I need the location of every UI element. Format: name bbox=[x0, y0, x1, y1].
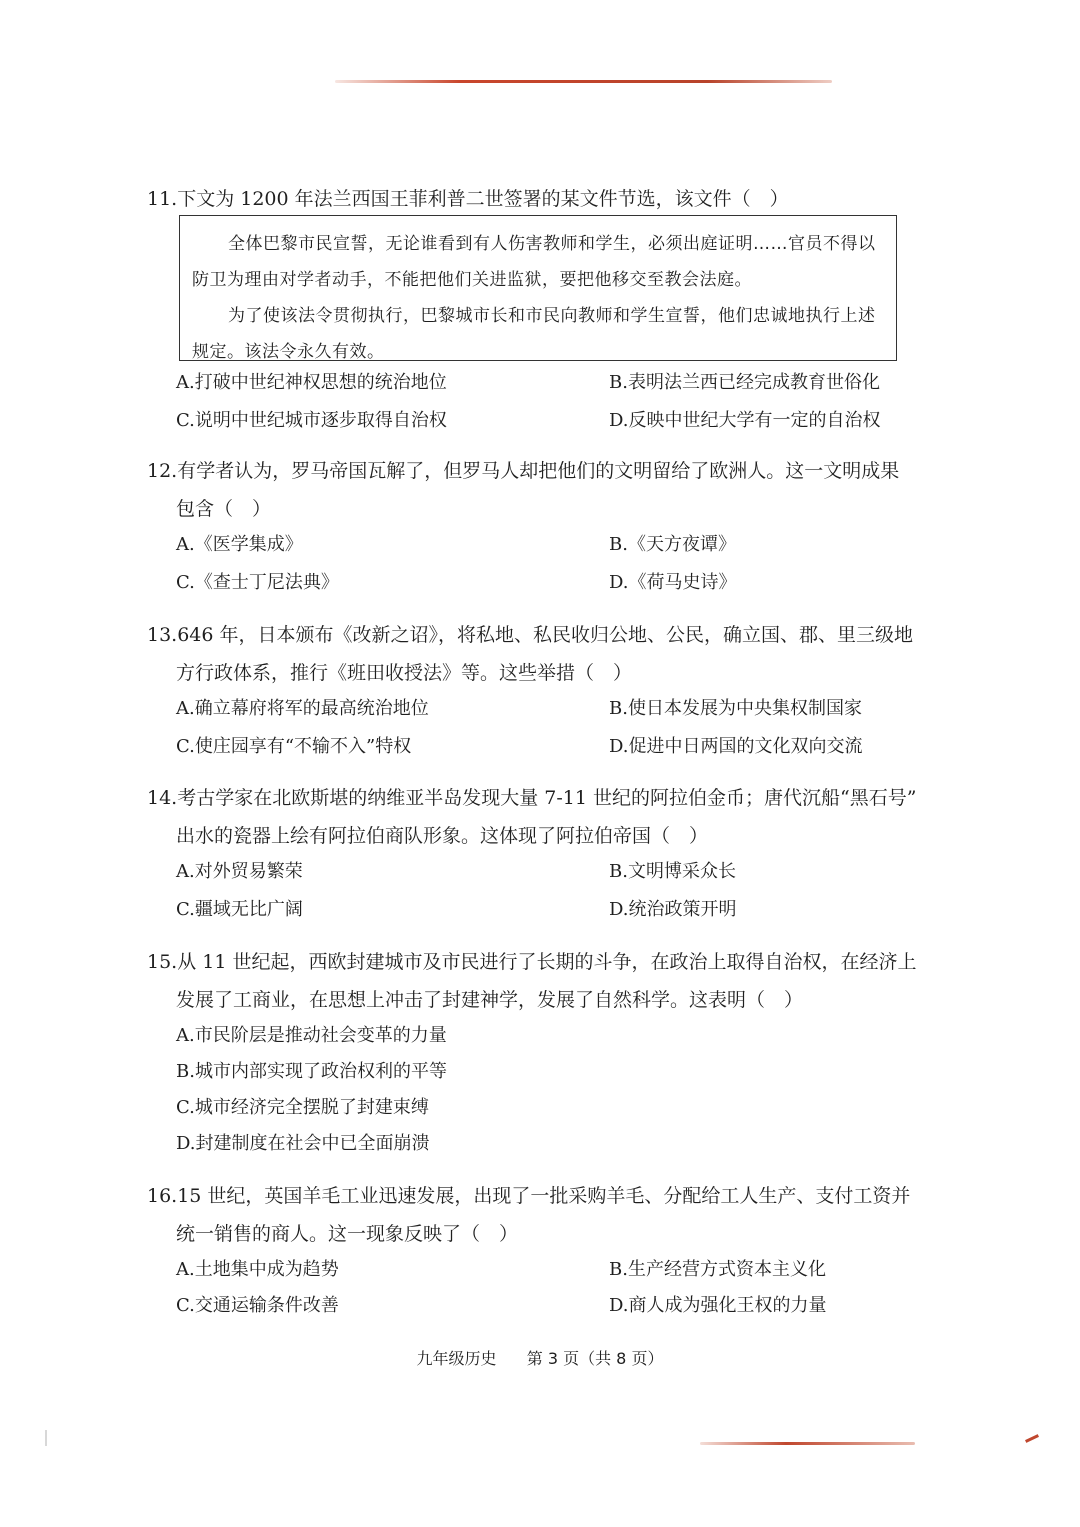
option-d[interactable]: D.反映中世纪大学有一定的自治权 bbox=[609, 410, 881, 431]
question-text-continued: 方行政体系，推行《班田收授法》等。这些举措（ ） bbox=[176, 662, 633, 684]
decorative-corner-mark bbox=[1025, 1434, 1039, 1443]
question-15 bbox=[147, 943, 937, 1171]
question-number: 13. bbox=[147, 624, 178, 646]
question-stem bbox=[147, 452, 937, 490]
option-a[interactable]: A.《医学集成》 bbox=[176, 534, 303, 555]
question-stem bbox=[147, 779, 937, 817]
question-14 bbox=[147, 779, 937, 937]
scan-margin-mark bbox=[45, 1430, 47, 1446]
question-text: 考古学家在北欧斯堪的纳维亚半岛发现大量 7-11 世纪的阿拉伯金币；唐代沉船“黑石号” bbox=[177, 787, 917, 809]
question-number: 11. bbox=[147, 188, 178, 210]
option-d[interactable]: D.统治政策开明 bbox=[609, 899, 737, 920]
option-d[interactable]: D.促进中日两国的文化双向交流 bbox=[609, 736, 863, 757]
decorative-bottom-line bbox=[700, 1442, 915, 1445]
option-d[interactable]: D.《荷马史诗》 bbox=[609, 572, 737, 593]
option-a[interactable]: A.市民阶层是推动社会变革的力量 bbox=[176, 1025, 447, 1046]
option-c[interactable]: C.疆域无比广阔 bbox=[176, 899, 303, 920]
question-text-continued: 发展了工商业，在思想上冲击了封建神学，发展了自然科学。这表明（ ） bbox=[176, 989, 804, 1011]
option-c[interactable]: C.《查士丁尼法典》 bbox=[176, 572, 339, 593]
question-number: 15. bbox=[147, 951, 178, 973]
option-c[interactable]: C.说明中世纪城市逐步取得自治权 bbox=[176, 410, 447, 431]
question-stem bbox=[147, 180, 937, 218]
option-b[interactable]: B.使日本发展为中央集权制国家 bbox=[609, 698, 862, 719]
option-b[interactable]: B.城市内部实现了政治权利的平等 bbox=[176, 1061, 447, 1082]
question-number: 12. bbox=[147, 460, 178, 482]
option-d[interactable]: D.商人成为强化王权的力量 bbox=[609, 1295, 827, 1316]
question-stem bbox=[147, 616, 937, 654]
question-text-continued: 统一销售的商人。这一现象反映了（ ） bbox=[176, 1223, 519, 1245]
footer-page-number: 第 3 页（共 8 页） bbox=[526, 1349, 664, 1368]
option-a[interactable]: A.打破中世纪神权思想的统治地位 bbox=[176, 372, 447, 393]
question-number: 16. bbox=[147, 1185, 178, 1207]
question-12 bbox=[147, 452, 937, 610]
question-11-options bbox=[147, 368, 937, 448]
option-a[interactable]: A.对外贸易繁荣 bbox=[176, 861, 303, 882]
page-footer bbox=[0, 1346, 1080, 1369]
decorative-top-line bbox=[335, 80, 832, 83]
question-text-continued: 包含（ ） bbox=[176, 498, 272, 520]
option-a[interactable]: A.确立幕府将军的最高统治地位 bbox=[176, 698, 429, 719]
question-text: 646 年，日本颁布《改新之诏》，将私地、私民收归公地、公民，确立国、郡、里三级地 bbox=[177, 624, 914, 646]
option-b[interactable]: B.生产经营方式资本主义化 bbox=[609, 1259, 826, 1280]
option-b[interactable]: B.表明法兰西已经完成教育世俗化 bbox=[609, 372, 880, 393]
quote-paragraph: 全体巴黎市民宣誓，无论谁看到有人伤害教师和学生，必须出庭证明……官员不得以防卫为理由对学者动手，不能把他们关进监狱，要把他移交至教会法庭。 bbox=[192, 234, 876, 290]
question-16 bbox=[147, 1177, 937, 1335]
option-c[interactable]: C.城市经济完全摆脱了封建束缚 bbox=[176, 1097, 429, 1118]
source-quote-box bbox=[179, 215, 897, 361]
quote-paragraph: 为了使该法令贯彻执行，巴黎城市长和市民向教师和学生宣誓，他们忠诚地执行上述规定。该法令永久有效。 bbox=[192, 306, 876, 362]
question-text: 有学者认为，罗马帝国瓦解了，但罗马人却把他们的文明留给了欧洲人。这一文明成果 bbox=[177, 460, 900, 482]
option-b[interactable]: B.文明博采众长 bbox=[609, 861, 736, 882]
option-c[interactable]: C.交通运输条件改善 bbox=[176, 1295, 339, 1316]
option-d[interactable]: D.封建制度在社会中已全面崩溃 bbox=[176, 1133, 430, 1154]
question-11 bbox=[147, 180, 937, 218]
question-text: 从 11 世纪起，西欧封建城市及市民进行了长期的斗争，在政治上取得自治权，在经济上 bbox=[177, 951, 917, 973]
question-text: 15 世纪，英国羊毛工业迅速发展，出现了一批采购羊毛、分配给工人生产、支付工资并 bbox=[177, 1185, 911, 1207]
question-number: 14. bbox=[147, 787, 178, 809]
question-stem bbox=[147, 1177, 937, 1215]
footer-subject: 九年级历史 bbox=[416, 1349, 497, 1368]
option-a[interactable]: A.土地集中成为趋势 bbox=[176, 1259, 339, 1280]
question-stem bbox=[147, 943, 937, 981]
question-13 bbox=[147, 616, 937, 774]
question-text-continued: 出水的瓷器上绘有阿拉伯商队形象。这体现了阿拉伯帝国（ ） bbox=[176, 825, 709, 847]
option-c[interactable]: C.使庄园享有“不输不入”特权 bbox=[176, 736, 412, 757]
question-text: 下文为 1200 年法兰西国王菲利普二世签署的某文件节选，该文件（ ） bbox=[177, 188, 789, 210]
option-b[interactable]: B.《天方夜谭》 bbox=[609, 534, 736, 555]
